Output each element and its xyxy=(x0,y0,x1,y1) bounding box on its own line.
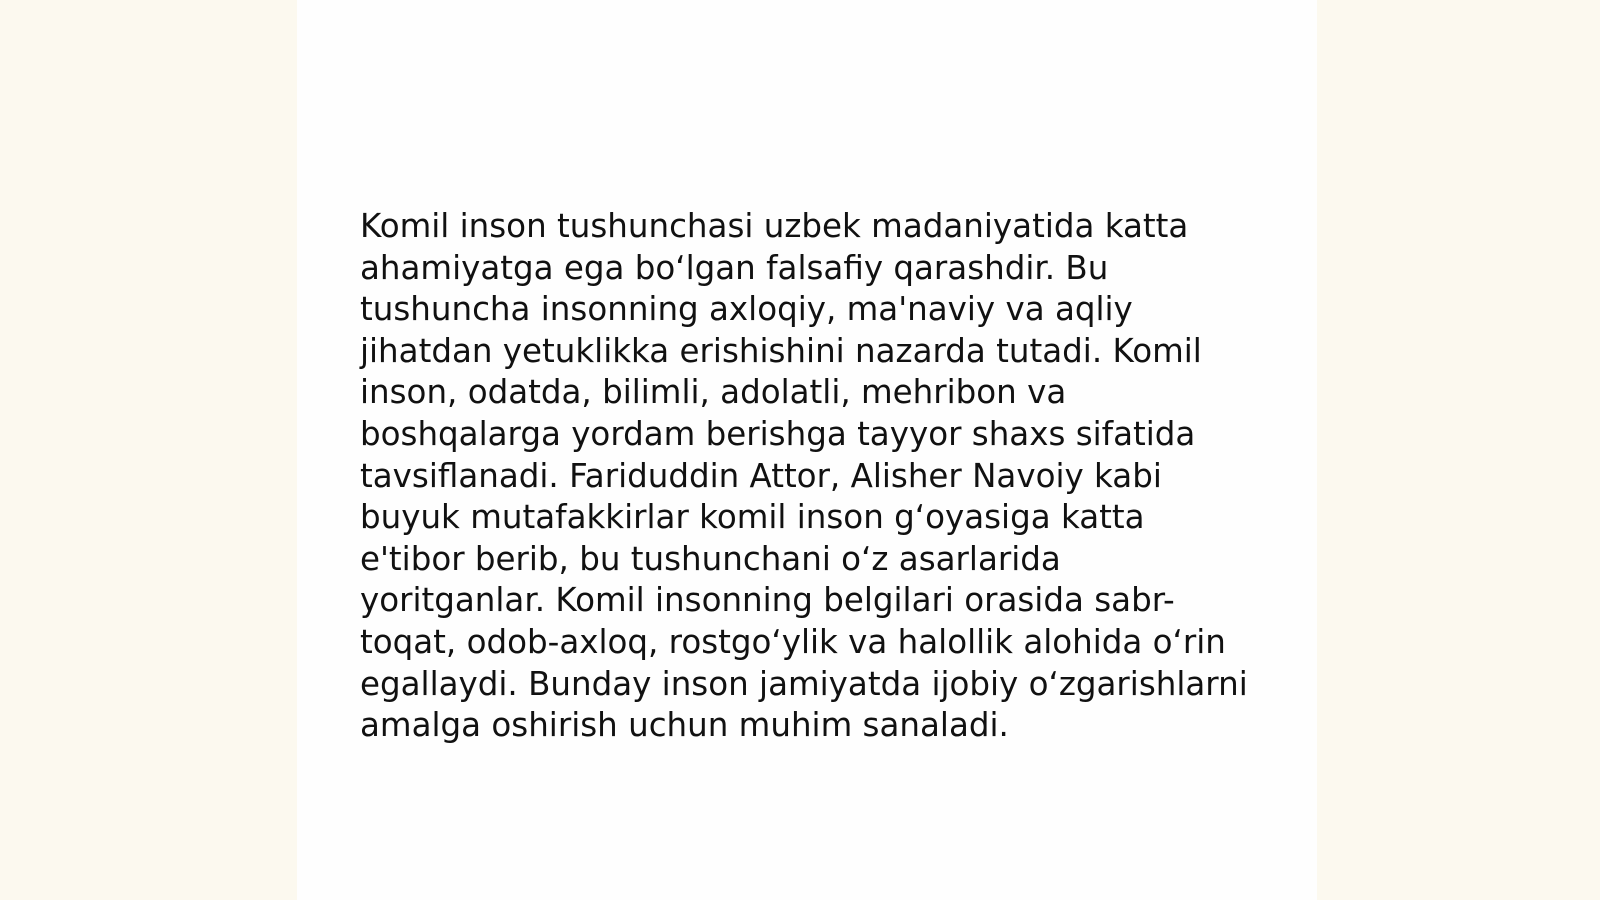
slide-body-text xyxy=(360,206,1260,747)
text-line: buyuk mutafakkirlar komil inson gʻoyasiga katta xyxy=(360,498,1145,537)
text-line: inson, odatda, bilimli, adolatli, mehribon va xyxy=(360,373,1067,412)
text-line: tushuncha insonning axloqiy, ma'naviy va aqliy xyxy=(360,290,1133,329)
text-line: Komil inson tushunchasi uzbek madaniyatida katta xyxy=(360,207,1189,245)
text-line: tavsiflanadi. Fariduddin Attor, Alisher Navoiy kabi xyxy=(360,456,1162,495)
text-line: e'tibor berib, bu tushunchani oʻz asarlarida xyxy=(360,539,1061,578)
text-line: amalga oshirish uchun muhim sanaladi. xyxy=(360,706,1009,745)
text-line: jihatdan yetuklikka erishishini nazarda tutadi. Komil xyxy=(360,331,1202,370)
text-line: egallaydi. Bunday inson jamiyatda ijobiy oʻzgarishlarni xyxy=(360,664,1248,703)
text-line: ahamiyatga ega boʻlgan falsafiy qarashdir. Bu xyxy=(360,248,1109,287)
text-line: yoritganlar. Komil insonning belgilari orasida sabr- xyxy=(360,581,1175,620)
text-line: toqat, odob-axloq, rostgoʻylik va halollik alohida oʻrin xyxy=(360,622,1226,661)
text-line: boshqalarga yordam berishga tayyor shaxs sifatida xyxy=(360,414,1196,453)
slide xyxy=(297,0,1317,900)
